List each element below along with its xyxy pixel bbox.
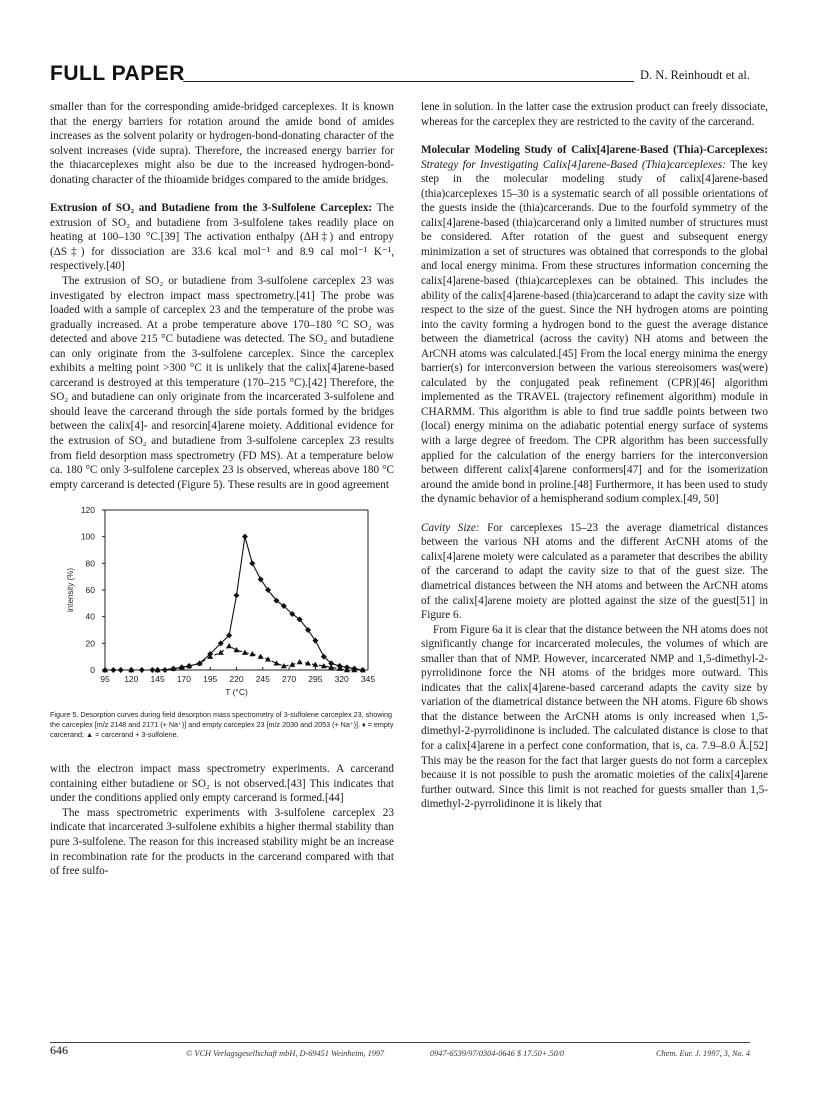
x-tick-label: 245 [255,674,270,685]
paragraph-lead: Cavity Size: [421,521,480,534]
x-tick-label: 270 [282,674,297,685]
y-axis-label: intensity (%) [66,568,75,613]
x-tick-label: 120 [124,674,139,685]
x-tick-label: 320 [334,674,349,685]
y-tick-label: 60 [85,585,95,596]
triangle-marker [234,647,240,652]
diamond-marker [242,534,248,540]
x-axis-label: T (°C) [225,687,248,698]
series-line [105,537,363,670]
y-tick-label: 100 [80,531,95,542]
section-label: FULL PAPER [50,62,185,85]
triangle-marker [297,659,303,664]
x-tick-label: 345 [360,674,376,685]
page-number: 646 [50,1043,68,1057]
triangle-marker [226,643,232,648]
x-tick-label: 220 [229,674,244,685]
footer-publisher: © VCH Verlagsgesellschaft mbH, D-69451 Weinheim, 1997 [186,1049,385,1058]
y-tick-label: 20 [85,638,95,649]
y-tick-label: 40 [85,611,95,622]
y-tick-label: 80 [85,558,95,569]
paragraph: smaller than for the corresponding amide-bridged carceplexes. It is known that the energy barriers for rotation around the amide bond of amides increases as the solvent polarity or hydrogen-bond-donating character of the solvent increases (vide supra). Therefore, the increased energy barrier for the thiacarceplexes might also be due to the increased hydrogen-bond-donating character of the thioamide bridges compared to the amide bridges. [50,101,394,186]
x-tick-label: 295 [308,674,323,685]
left-column [50,100,394,879]
paragraph: Cavity Size: For carceplexes 15–23 the average diametrical distances between the various NH atoms and the different ArCNH atoms of the calix[4]arene moiety were calculated as a parameter that describes the ability of the carcerand to adapt the cavity size to that of the guest size. The diametrical distances between the NH atoms and between the ArCNH atoms of the calix[4]arene moiety are plotted against the size of the guest[51] in Figure 6. [421,521,768,622]
footer-issn: 0947-6539/97/0304-0646 $ 17.50+.50/0 [430,1049,565,1058]
footer-journal: Chem. Eur. J. 1997, 3, No. 4 [655,1049,750,1058]
footer-rule [50,1042,750,1043]
paragraph: The extrusion of SO₂ or butadiene from 3-sulfolene carceplex 23 was investigated by electron impact mass spectrometry.[41] The probe was loaded with a sample of carceplex 23 and the temperature of the probe was gradually increased. At a probe temperature above 170–180 °C SO₂ was detected and above 215 °C butadiene was detected. The SO₂ and butadiene can only originate from the 3-sulfolene carceplex. Since the carceplex exhibits a melting point >300 °C it is unlikely that the calix[4]arene-based carcerand is destroyed at this temperature (170–215 °C).[42] Therefore, the SO₂ and butadiene can only originate from the incarcerated 3-sulfolene and should leave the carcerand through the side portals formed by the bridges between the calix[4]- and resorcin[4]arene moiety. Additional evidence for the extrusion of SO₂ and butadiene from 3-sulfolene carceplex 23 results from field desorption mass spectrometry (FD MS). At a temperature below ca. 180 °C only 3-sulfolene carceplex 23 is observed, whereas above 180 °C empty carcerand is detected (Figure 5). These results are in good agreement [50,275,394,491]
section-heading: Extrusion of SO₂ and Butadiene from the 3-Sulfolene Carceplex: [50,202,373,215]
x-tick-label: 145 [150,674,165,685]
header-authors: D. N. Reinhoudt et al. [634,68,750,83]
y-tick-label: 120 [80,505,95,516]
triangle-marker [242,650,248,655]
desorption-chart [50,498,394,708]
paragraph: The mass spectrometric experiments with 3-sulfolene carceplex 23 indicate that incarcerated 3-sulfolene exhibits a higher thermal stability than pure 3-sulfolene. The reason for this increased stability might be an increase in recombination rate for the products in the carcerand compared with that of free sulfo- [50,806,394,878]
x-tick-label: 195 [203,674,218,685]
y-tick-label: 0 [90,665,95,676]
subsection-heading: Strategy for Investigating Calix[4]arene-Based (Thia)carceplexes: [421,158,726,171]
paragraph: lene in solution. In the latter case the extrusion product can freely dissociate, whereas for the carceplex they are restricted to the cavity of the carcerand. [421,101,768,128]
paragraph: From Figure 6a it is clear that the distance between the NH atoms does not significantly change for incarcerated molecules, the volumes of which are smaller than that of NMP. However, incarcerated NMP and 1,5-dimethyl-2-pyrrolidinone force the NH atoms of the bridges more outward. This indicates that the calix[4]arene-based carcerand adapts the cavity size by variation of the diametrical distance between the NH atoms. Figure 6b shows that the distance between the ArCNH atoms is only increased when 1,5-dimethyl-2-pyrrolidinone is included. The calculated distance is close to that for a calix[4]arene in a perfect cone conformation, that is, ca. 7.9–8.0 Å.[52] This may be the reason for the fact that larger guests do not form a carceplex because it is not possible to push the aromatic moieties of the calix[4]arene further outward. Since this limit is not reached for guests smaller than 1,5-dimethyl-2-pyrrolidinone it is likely that [421,623,768,811]
figure-5 [50,498,394,708]
x-tick-label: 170 [176,674,191,685]
triangle-marker [249,651,255,656]
diamond-marker [234,593,240,599]
diamond-marker [249,561,255,567]
section-heading: Molecular Modeling Study of Calix[4]arene-Based (Thia)-Carceplexes: [421,144,768,157]
paragraph: Extrusion of SO₂ and Butadiene from the 3-Sulfolene Carceplex: The extrusion of SO₂ and butadiene from 3-sulfolene takes readily place on heating at 100–130 °C.[39] The activation enthalpy (ΔH‡) and entropy (ΔS‡) for dissociation are 33.6 kcal mol⁻¹ and 8.9 cal mol⁻¹ K⁻¹, respectively.[40] [50,202,394,273]
paragraph: with the electron impact mass spectrometry experiments. A carcerand containing either butadiene or SO₂ is not observed.[43] This indicates that under the conditions applied only empty carcerand is formed.[44] [50,763,394,805]
paragraph: Molecular Modeling Study of Calix[4]arene-Based (Thia)-Carceplexes: Strategy for Investigating Calix[4]arene-Based (Thia)carceplexes: The key step in the molecular modeling study of calix[4]arene-based (thia)carceplexes 15–30 is a systematic search of all possible orientations of the guests inside the (thia)carcerands. Due to the fourfold symmetry of the calix[4]arene-based (thia)carcerand only a limited number of structures must be considered. After rotation of the guest and subsequent energy minimization a set of structures was obtained that corresponds to the global and local energy minima. From these structures information concerning the calix[4]arene-based (thia)carceplexes can be obtained. This includes the ability of the calix[4]arene-based (thia)carcerand to adapt the cavity size with respect to the size of the guest. Since the NH hydrogen atoms are pointing into the cavity forming a hydrogen bond to the guest the average distance between the diametrical (across the cavity) NH atoms and between the ArCNH atoms was calculated.[45] From the local energy minima the energy barrier(s) for interconversion between the various stereoisomers was(were) calculated by the conjugated peak refinement (CPR)[46] algorithm implemented as the TRAVEL (trajectory refinement algorithm) module in CHARMM. This algorithm is able to find true saddle points between two (local) energy minima on the adiabatic potential energy surface of systems with a large degree of freedom. The CPR algorithm has been successfully applied for the calculation of the energy barriers for the interconversion between different calix[4]arene conformers[47] and for the isomerization around the amide bond in proline.[48] Furthermore, it has been used to study the dynamic behavior of a hemispherand sodium complex.[49, 50] [421,144,768,506]
figure-caption: Figure 5. Desorption curves during field desorption mass spectrometry of 3-sulfolene carceplex 23, showing the carceplex [m/z 2148 and 2171 (+ Na⁺)] and empty carceplex 23 [m/z 2030 and 2053 (+ Na⁺)]. ♦ = empty carcerand; ▲ = carcerand + 3-sulfolene. [50,710,394,740]
right-column [421,100,768,812]
x-tick-label: 95 [100,674,110,685]
